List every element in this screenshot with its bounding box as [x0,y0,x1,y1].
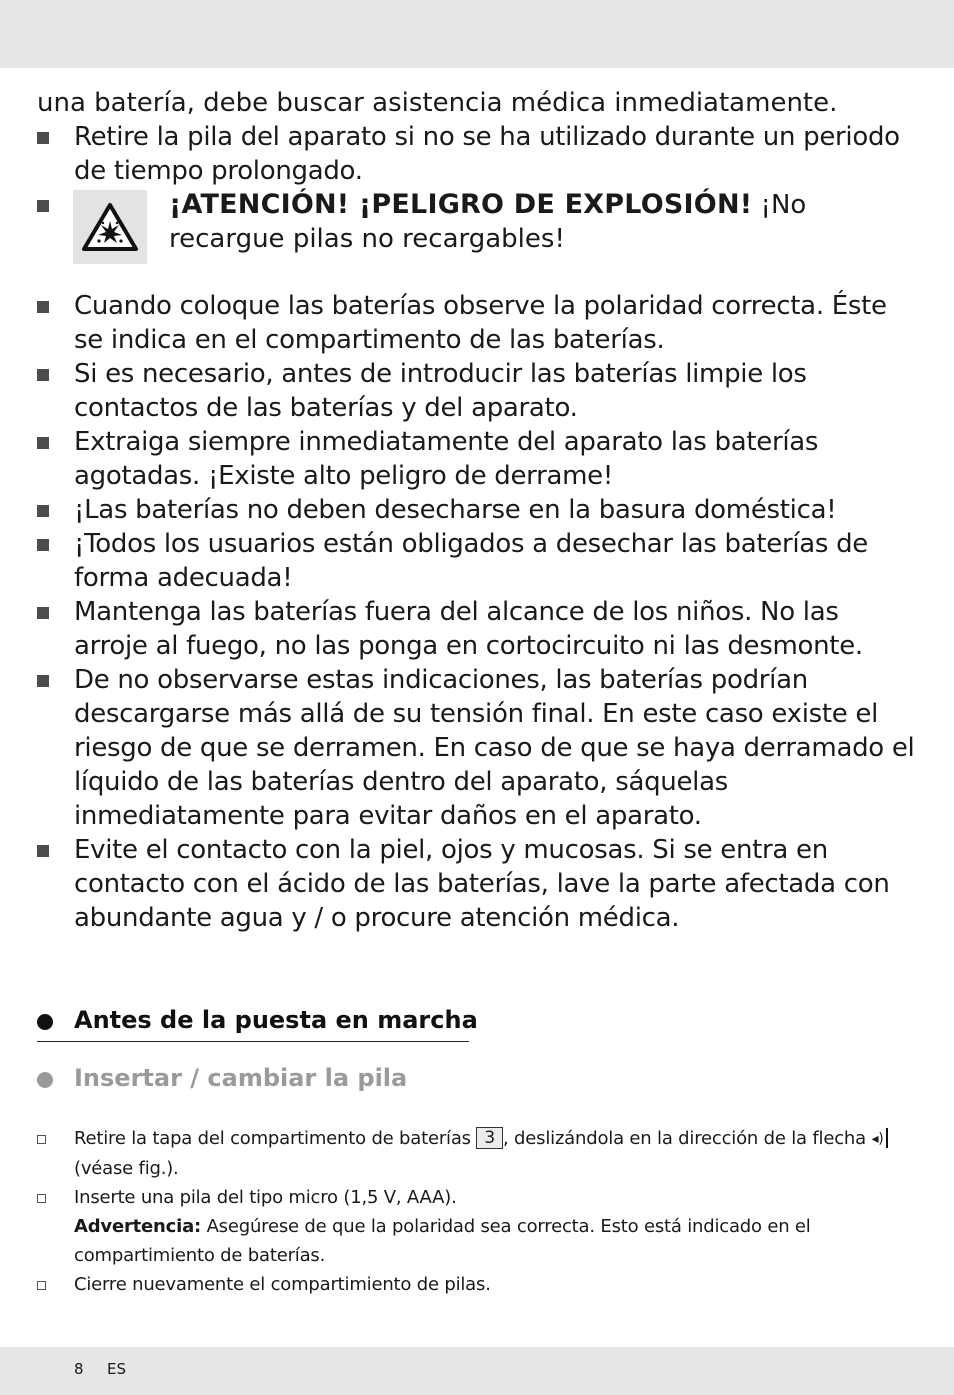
list-item-text: ¡Las baterías no deben desecharse en la basura doméstica! [74,495,837,525]
checkbox-icon [37,1135,46,1144]
list-item-text: De no observarse estas indicaciones, las baterías podrían descargarse más allá de su tensión final. En este caso existe el riesgo de que se derramen. En caso de que se haya derramado el líquido de las baterías dentro del aparato, sáquelas inmediatamente para evitar daños en el aparato. [74,665,915,831]
square-bullet-icon [37,369,49,381]
header-band [0,0,954,68]
list-item [37,120,917,188]
square-bullet-icon [37,539,49,551]
warning-heading: ¡ATENCIÓN! ¡PELIGRO DE EXPLOSIÓN! [169,189,753,220]
step-text: , deslizándola en la dirección de la flecha [503,1128,872,1149]
list-item-text: Evite el contacto con la piel, ojos y mucosas. Si se entra en contacto con el ácido de las baterías, lave la parte afectada con abundante agua y / o procure atención médica. [74,835,890,933]
step-item [37,1124,917,1183]
list-item-text: Mantenga las baterías fuera del alcance de los niños. No las arroje al fuego, no las ponga en cortocircuito ni las desmonte. [74,597,863,661]
explosion-warning [37,188,917,289]
step-item [37,1183,917,1270]
step-text: Cierre nuevamente el compartimiento de pilas. [74,1274,491,1295]
section-heading-sub [37,1062,537,1096]
list-item [37,425,917,493]
step-text: Inserte una pila del tipo micro (1,5 V, AAA). [74,1187,457,1208]
list-item [37,527,917,595]
language-code: ES [107,1360,126,1378]
bullet-dot-icon [37,1072,53,1088]
list-item [37,357,917,425]
slide-arrow-icon: ◂) [871,1131,884,1147]
square-bullet-icon [37,675,49,687]
step-item [37,1270,917,1299]
warning-text [169,188,869,256]
section-heading-main [37,1004,478,1042]
list-item [37,595,917,663]
square-bullet-icon [37,132,49,144]
list-item-text: Retire la pila del aparato si no se ha utilizado durante un periodo de tiempo prolongado. [74,122,900,186]
reference-number-badge: 3 [476,1127,503,1149]
safety-list [37,120,917,935]
list-item-text: Cuando coloque las baterías observe la polaridad correcta. Éste se indica en el compartimento de las baterías. [74,291,887,355]
section-heading-text: Antes de la puesta en marcha [74,1006,478,1034]
slide-arrow-bar-icon [886,1128,888,1148]
explosion-warning-icon [73,190,147,264]
list-item-text: ¡Todos los usuarios están obligados a desechar las baterías de forma adecuada! [74,529,869,593]
lead-text: una batería, debe buscar asistencia médica inmediatamente. [37,88,838,118]
square-bullet-icon [37,200,49,212]
bullet-dot-icon [37,1014,53,1030]
square-bullet-icon [37,437,49,449]
square-bullet-icon [37,301,49,313]
list-item-text: Si es necesario, antes de introducir las baterías limpie los contactos de las baterías y del aparato. [74,359,807,423]
square-bullet-icon [37,845,49,857]
list-item-text: Extraiga siempre inmediatamente del aparato las baterías agotadas. ¡Existe alto peligro de derrame! [74,427,819,491]
list-item [37,663,917,833]
square-bullet-icon [37,505,49,517]
section-subheading-text: Insertar / cambiar la pila [74,1064,408,1092]
list-item [37,289,917,357]
list-item [37,833,917,935]
warning-body: ¡No recargue pilas no recargables! [169,190,807,254]
step-text: (véase fig.). [74,1158,179,1179]
warning-label: Advertencia: [74,1216,202,1237]
checkbox-icon [37,1281,46,1290]
step-text: Retire la tapa del compartimento de baterías [74,1128,477,1149]
page-number: 8 [74,1360,84,1378]
list-item [37,493,917,527]
steps-list [37,1124,917,1299]
warning-note: Asegúrese de que la polaridad sea correcta. Esto está indicado en el compartimiento de baterías. [74,1216,811,1266]
footer-band [0,1347,954,1395]
square-bullet-icon [37,607,49,619]
checkbox-icon [37,1194,46,1203]
